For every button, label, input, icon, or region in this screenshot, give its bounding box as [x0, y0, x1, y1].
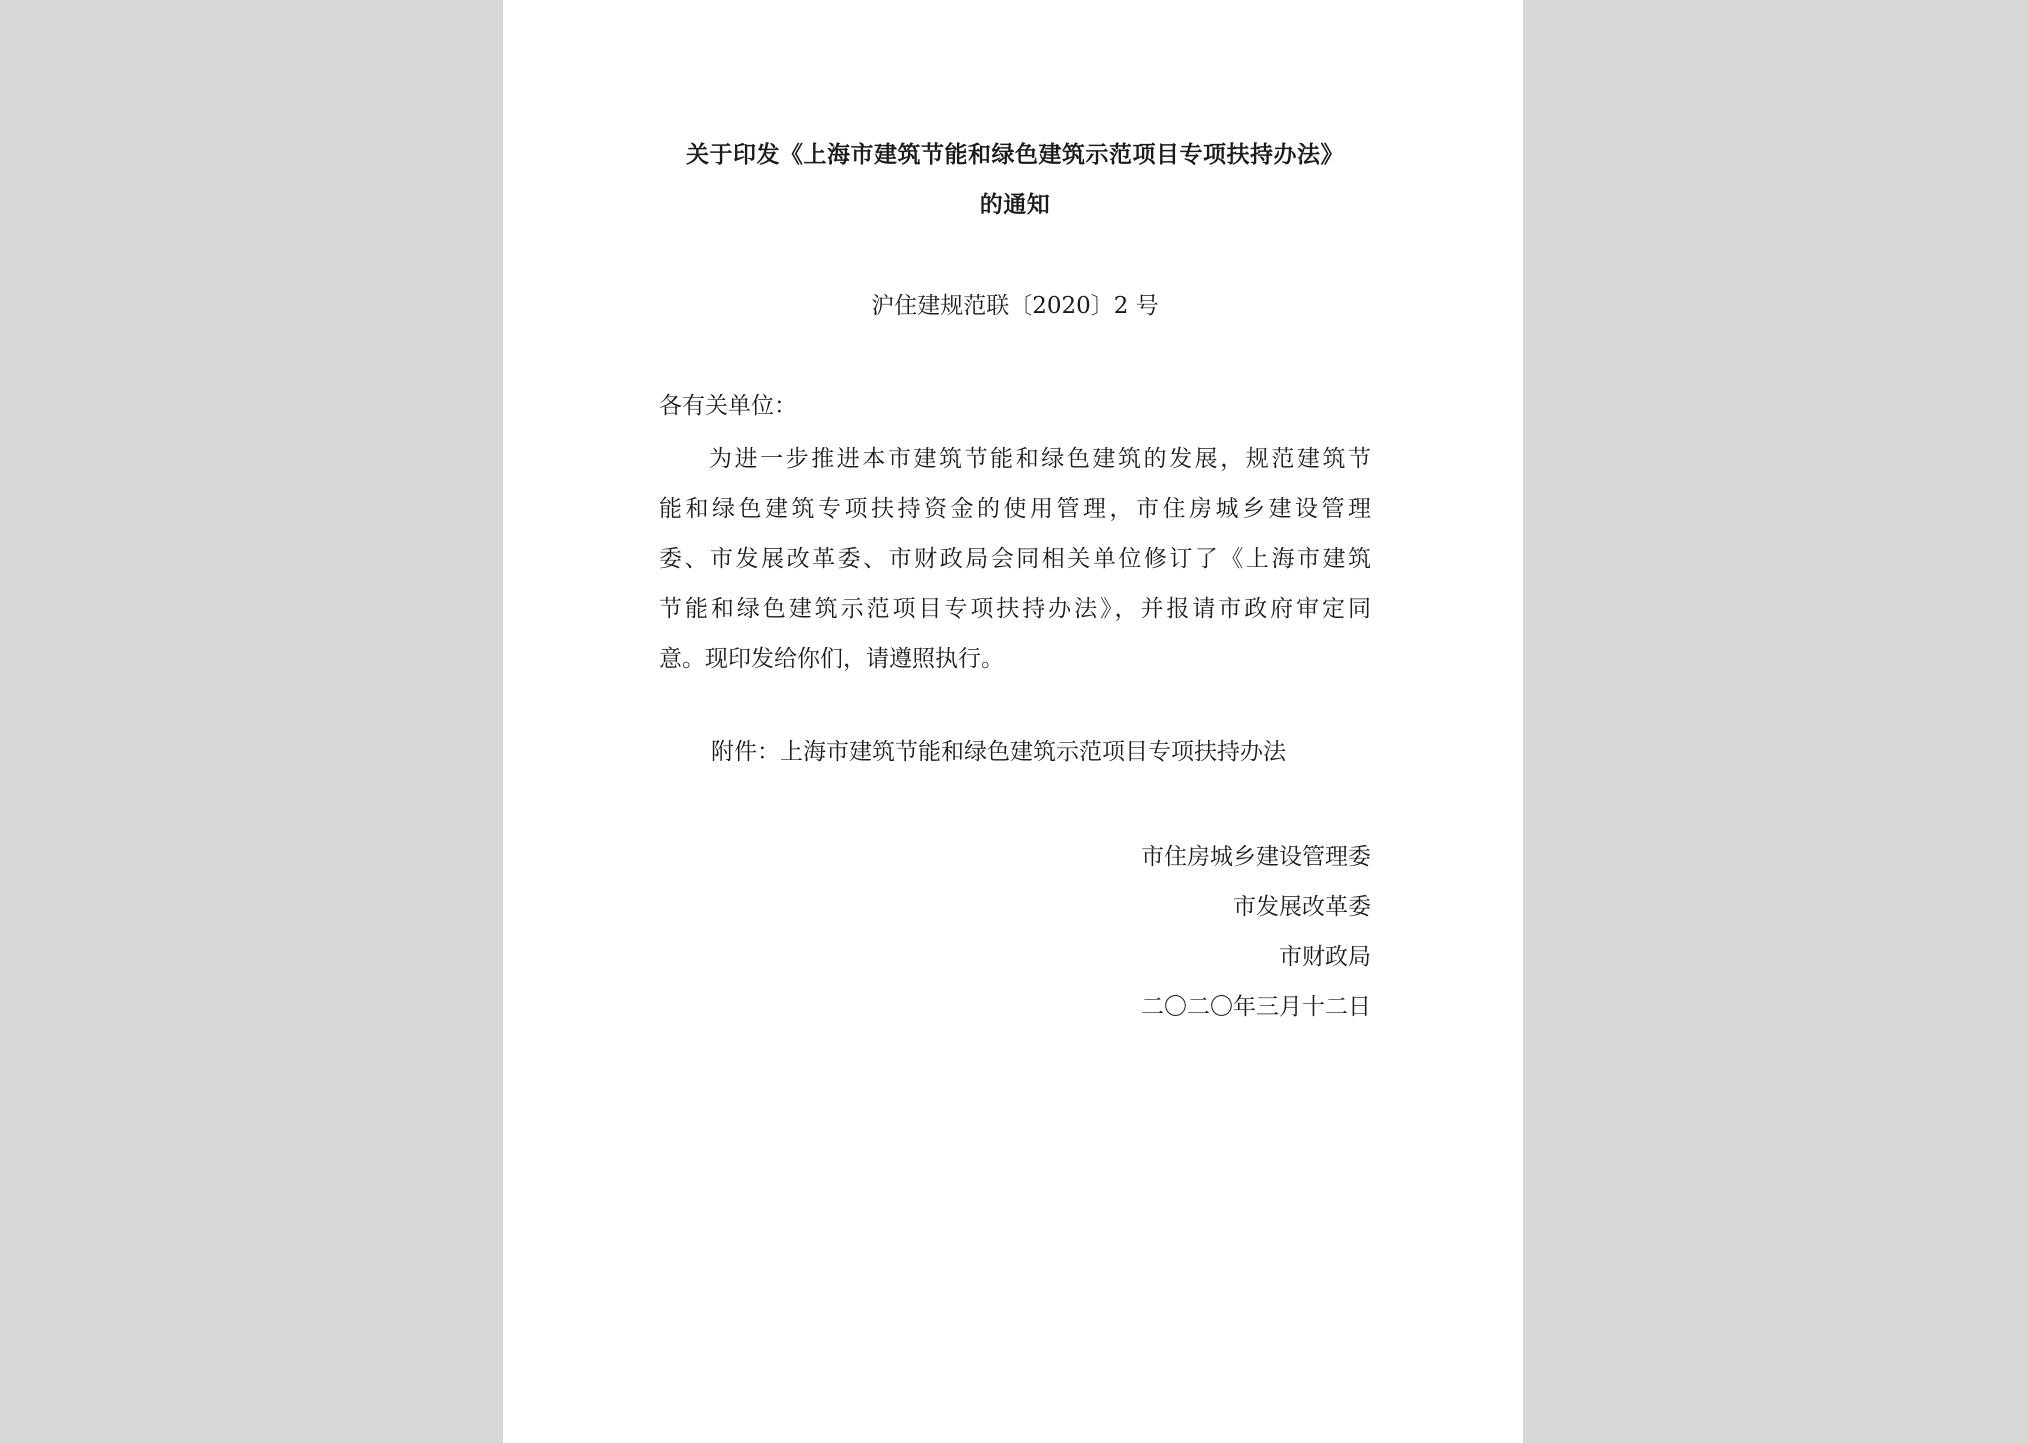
signature-block — [1141, 832, 1371, 1032]
body-line: 为进一步推进本市建筑节能和绿色建筑的发展，规范建筑节 — [709, 446, 1371, 472]
signer-finance-bureau: 市财政局 — [1279, 944, 1371, 970]
body-line: 意。现印发给你们，请遵照执行。 — [659, 646, 1004, 672]
document-title-line-1: 关于印发《上海市建筑节能和绿色建筑示范项目专项扶持办法》 — [686, 141, 1344, 168]
signer-development-commission: 市发展改革委 — [1233, 894, 1371, 920]
document-number: 沪住建规范联〔2020〕2 号 — [871, 293, 1159, 319]
attachment-note: 附件：上海市建筑节能和绿色建筑示范项目专项扶持办法 — [711, 739, 1286, 765]
body-line: 节能和绿色建筑示范项目专项扶持办法》，并报请市政府审定同 — [659, 596, 1371, 622]
document-title-line-2: 的通知 — [979, 191, 1051, 218]
salutation: 各有关单位： — [659, 393, 797, 419]
document-page — [503, 0, 1523, 1443]
body-line: 委、市发展改革委、市财政局会同相关单位修订了《上海市建筑 — [659, 546, 1371, 572]
body-line: 能和绿色建筑专项扶持资金的使用管理，市住房城乡建设管理 — [659, 496, 1371, 522]
body-paragraph — [659, 434, 1371, 684]
signer-housing-committee: 市住房城乡建设管理委 — [1141, 844, 1371, 870]
issue-date: 二〇二〇年三月十二日 — [1141, 994, 1371, 1020]
